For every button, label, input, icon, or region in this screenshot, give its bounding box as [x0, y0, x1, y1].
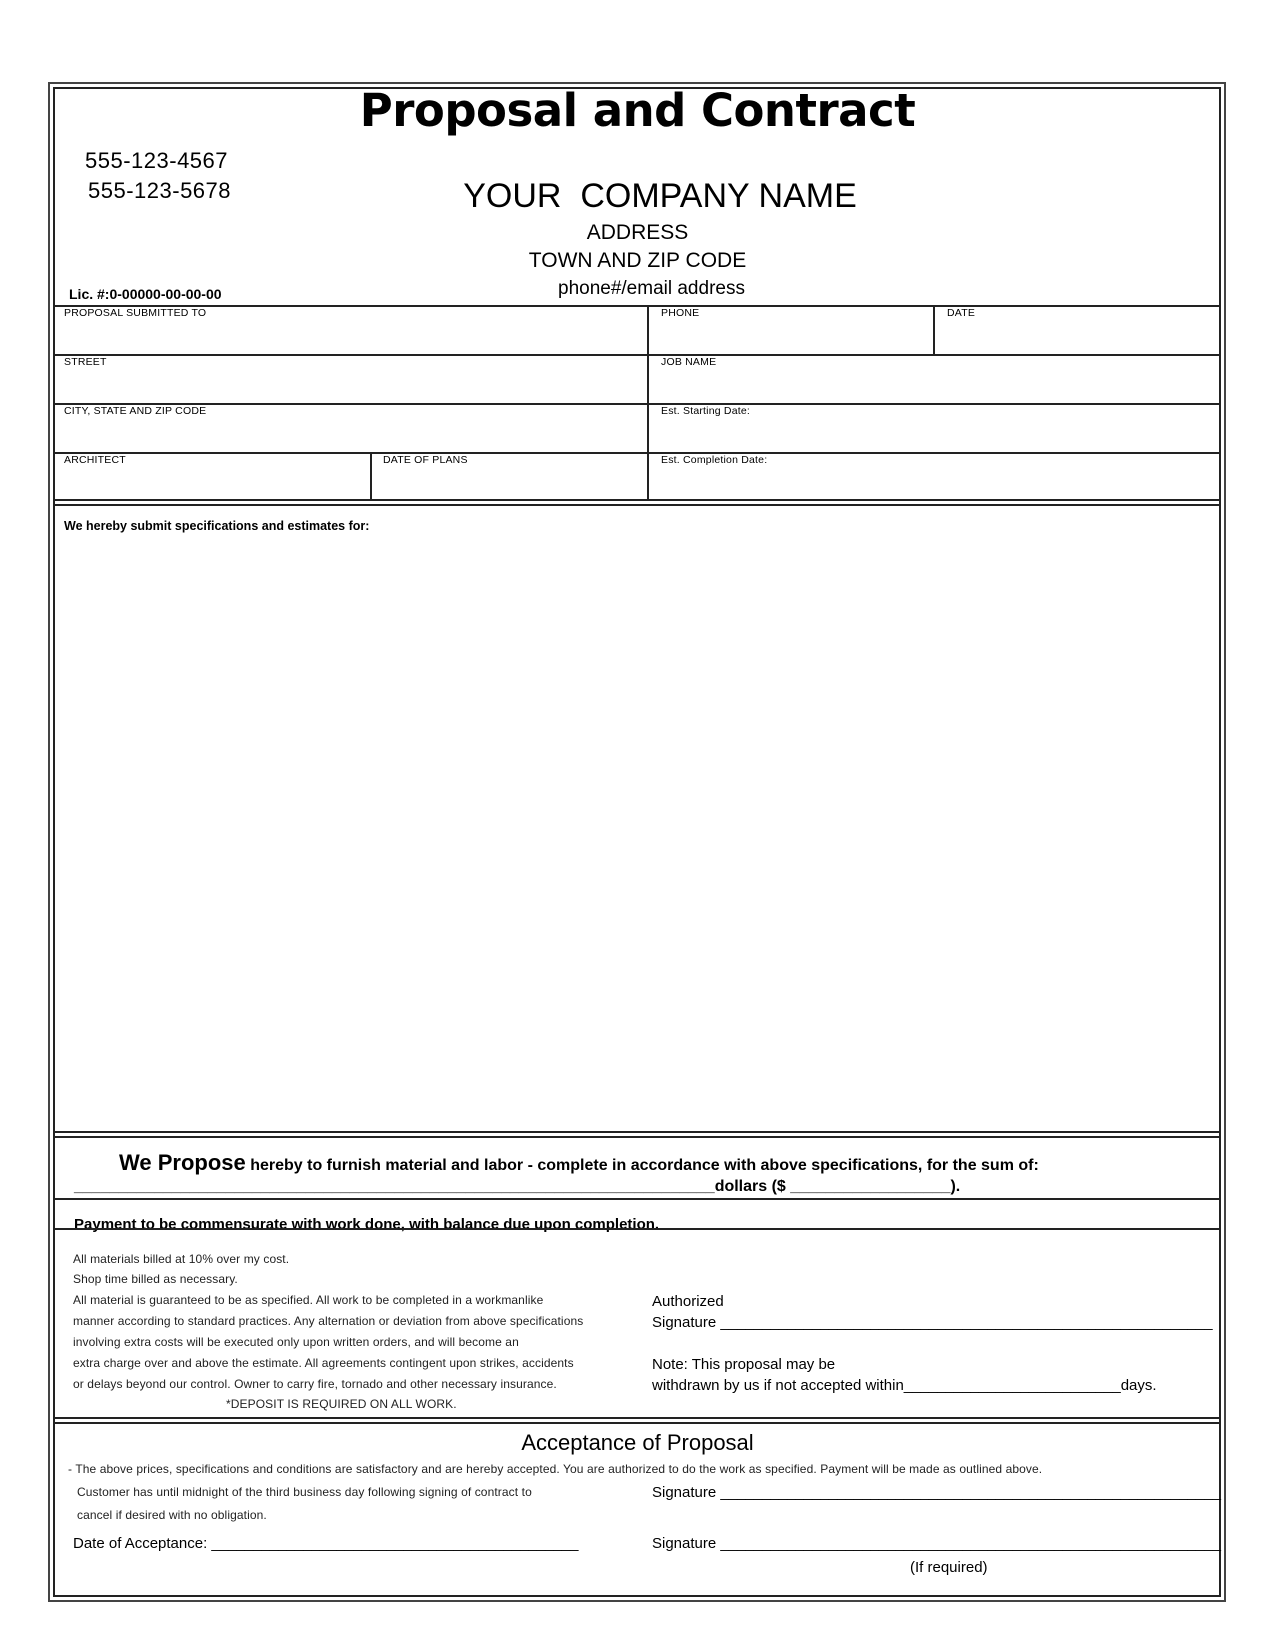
grid-line [53, 504, 1221, 506]
grid-line [53, 305, 1221, 307]
field-date[interactable]: DATE [947, 307, 976, 319]
propose-lead: We Propose [119, 1150, 246, 1175]
grid-line [53, 1422, 1221, 1424]
authorized-label: Authorized [652, 1293, 724, 1310]
field-job-name[interactable]: JOB NAME [661, 356, 717, 368]
phone-number-2: 555-123-5678 [88, 178, 232, 203]
specifications-label: We hereby submit specifications and estimates for: [64, 519, 370, 533]
terms-line-7: or delays beyond our control. Owner to carry fire, tornado and other necessary insurance. [73, 1377, 557, 1391]
acceptance-text-3: cancel if desired with no obligation. [77, 1508, 267, 1522]
field-city-state-zip[interactable]: CITY, STATE AND ZIP CODE [64, 405, 207, 417]
grid-divider [370, 452, 372, 501]
page-title: Proposal and Contract [359, 84, 916, 137]
phone-number-1: 555-123-4567 [85, 148, 229, 173]
sum-line[interactable]: ________________________________________________________________________dollars ($ __________________). [74, 1178, 961, 1195]
if-required-note: (If required) [910, 1559, 988, 1576]
field-proposal-submitted-to[interactable]: PROPOSAL SUBMITTED TO [64, 307, 207, 319]
field-est-completion-date[interactable]: Est. Completion Date: [661, 454, 768, 466]
company-address: ADDRESS [586, 221, 689, 244]
field-street[interactable]: STREET [64, 356, 107, 368]
grid-line [53, 452, 1221, 454]
field-architect[interactable]: ARCHITECT [64, 454, 126, 466]
grid-divider [647, 305, 649, 501]
grid-divider [933, 305, 935, 356]
field-date-of-plans[interactable]: DATE OF PLANS [383, 454, 468, 466]
company-contact: phone#/email address [558, 278, 745, 299]
grid-line [53, 1417, 1221, 1419]
grid-line [53, 499, 1221, 501]
acceptance-text-1: - The above prices, specifications and conditions are satisfactory and are hereby accepted. You are authorized to do the work as specified. Payment will be made as outlined above. [68, 1462, 1043, 1476]
acceptance-text-2: Customer has until midnight of the third business day following signing of contract to [77, 1485, 532, 1499]
customer-signature-2[interactable]: Signature ____________________________________________________________ [652, 1535, 1221, 1552]
grid-line [53, 1131, 1221, 1133]
terms-line-5: involving extra costs will be executed only upon written orders, and will become an [73, 1335, 519, 1349]
grid-line [53, 403, 1221, 405]
terms-line-6: extra charge over and above the estimate. All agreements contingent upon strikes, accidents [73, 1356, 574, 1370]
grid-line [53, 1198, 1221, 1200]
company-name: YOUR COMPANY NAME [463, 177, 857, 215]
terms-line-2: Shop time billed as necessary. [73, 1272, 238, 1286]
terms-line-3: All material is guaranteed to be as specified. All work to be completed in a workmanlike [73, 1293, 544, 1307]
terms-line-1: All materials billed at 10% over my cost. [73, 1252, 290, 1266]
withdrawal-note-2[interactable]: withdrawn by us if not accepted within__________________________days. [652, 1377, 1157, 1394]
customer-signature-1[interactable]: Signature ____________________________________________________________ [652, 1484, 1221, 1501]
payment-terms: Payment to be commensurate with work done, with balance due upon completion. [74, 1216, 660, 1233]
field-est-starting-date[interactable]: Est. Starting Date: [661, 405, 751, 417]
acceptance-title: Acceptance of Proposal [521, 1430, 754, 1455]
grid-line [53, 1136, 1221, 1138]
field-phone[interactable]: PHONE [661, 307, 700, 319]
propose-statement [119, 1150, 1039, 1176]
date-of-acceptance[interactable]: Date of Acceptance: ____________________________________________ [73, 1535, 579, 1552]
grid-line [53, 1228, 1221, 1230]
terms-line-4: manner according to standard practices. Any alternation or deviation from above specifications [73, 1314, 584, 1328]
company-town-zip: TOWN AND ZIP CODE [528, 249, 747, 272]
authorized-signature-line[interactable]: Signature ___________________________________________________________ [652, 1314, 1213, 1331]
withdrawal-note-1: Note: This proposal may be [652, 1356, 836, 1373]
grid-line [53, 354, 1221, 356]
deposit-notice: *DEPOSIT IS REQUIRED ON ALL WORK. [226, 1397, 457, 1411]
specifications-area[interactable] [60, 538, 1210, 1128]
propose-text: hereby to furnish material and labor - complete in accordance with above specifications, for the sum of: [245, 1157, 1039, 1174]
license-number: Lic. #:0-00000-00-00-00 [69, 286, 222, 302]
